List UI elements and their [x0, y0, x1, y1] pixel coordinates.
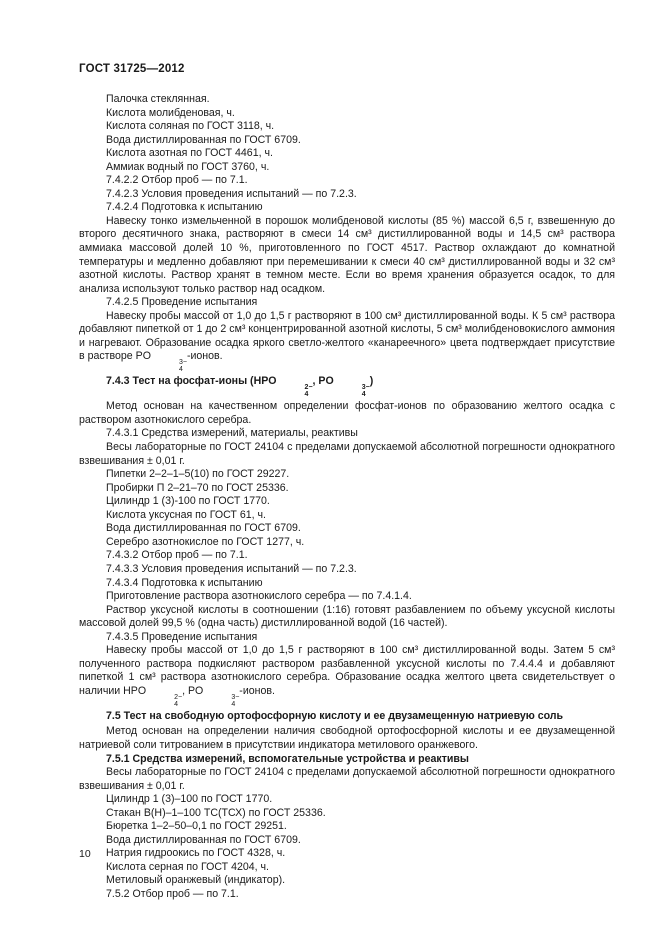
list-item: Вода дистиллированная по ГОСТ 6709. — [106, 133, 301, 146]
clause-heading: 7.4.3.2 Отбор проб — по 7.1. — [106, 549, 248, 562]
document-body — [79, 93, 615, 902]
section-heading: 7.5.1 Средства измерений, вспомогательные устройства и реактивы — [106, 752, 469, 765]
paragraph: Раствор уксусной кислоты в соотношении (1:16) готовят разбавлением по объему уксусной кислоты массовой долей 99,5 % (одна часть) дистиллированной водой (16 частей). — [79, 603, 615, 630]
list-item: Вода дистиллированная по ГОСТ 6709. — [106, 522, 301, 535]
list-item: Натрия гидроокись по ГОСТ 4328, ч. — [106, 847, 286, 860]
list-item: Кислота азотная по ГОСТ 4461, ч. — [106, 147, 273, 160]
paragraph: Навеску пробы массой от 1,0 до 1,5 г растворяют в 100 см³ дистиллированной воды. К 5 см³ раствора добавляют пипеткой от 1 до 2 см³ концентрированной азотной кислоты, 5 см³ молибденовокислого аммония и нагревают. Образование осадка яркого светло-желтого «канареечного» цвета подтверждает присутствие в растворе PO 3− 4 -ионов. — [79, 309, 615, 374]
page-number: 10 — [79, 848, 91, 860]
clause-heading: 7.5.2 Отбор проб — по 7.1. — [106, 887, 239, 900]
section-heading: 7.4.3 Тест на фосфат-ионы (HPO 2− 4 , PO 3− 4 ) — [106, 375, 374, 399]
list-item: Вода дистиллированная по ГОСТ 6709. — [106, 833, 301, 846]
list-item: Стакан В(Н)–1–100 ТС(ТСХ) по ГОСТ 25336. — [106, 806, 326, 819]
list-item: Кислота уксусная по ГОСТ 61, ч. — [106, 508, 266, 521]
document-header: ГОСТ 31725—2012 — [79, 63, 185, 75]
clause-heading: 7.4.3.5 Проведение испытания — [106, 630, 258, 643]
list-item: Кислота серная по ГОСТ 4204, ч. — [106, 860, 269, 873]
list-item: Пробирки П 2–21–70 по ГОСТ 25336. — [106, 481, 289, 494]
phosphate-ion-formula: HPO 2− 4 , PO 3− 4 — [123, 684, 240, 708]
list-item: Палочка стеклянная. — [106, 93, 210, 105]
list-item: Цилиндр 1 (3)–100 по ГОСТ 1770. — [106, 793, 273, 806]
list-item: Метиловый оранжевый (индикатор). — [106, 874, 286, 887]
phosphate-ion-formula: PO 3− 4 — [135, 350, 187, 374]
list-item: Аммиак водный по ГОСТ 3760, ч. — [106, 160, 270, 173]
clause-heading: 7.4.3.1 Средства измерений, материалы, реактивы — [106, 427, 358, 440]
paragraph: Весы лабораторные по ГОСТ 24104 с пределами допускаемой абсолютной погрешности однократного взвешивания ± 0,01 г. — [79, 766, 615, 792]
clause-heading: 7.4.3.3 Условия проведения испытаний — по 7.2.3. — [106, 562, 357, 575]
list-item: Цилиндр 1 (3)-100 по ГОСТ 1770. — [106, 495, 270, 508]
list-item: Кислота молибденовая, ч. — [106, 106, 235, 119]
paragraph: Весы лабораторные по ГОСТ 24104 с пределами допускаемой абсолютной погрешности однократного взвешивания ± 0,01 г. — [79, 441, 615, 467]
paragraph: Метод основан на определении наличия свободной ортофосфорной кислоты и ее двузамещенной натриевой соли титрованием в присутствии индикатора метилового оранжевого. — [79, 725, 615, 751]
list-item: Серебро азотнокислое по ГОСТ 1277, ч. — [106, 535, 305, 548]
list-item: Бюретка 1–2–50–0,1 по ГОСТ 29251. — [106, 820, 287, 833]
clause-heading: 7.4.2.2 Отбор проб — по 7.1. — [106, 174, 248, 187]
paragraph: Навеску пробы массой от 1,0 до 1,5 г растворяют в 100 см³ дистиллированной воды. Затем 5 см³ полученного раствора подкисляют раствором разбавленной уксусной кислоты по 7.4.4.4 и добавляют пипеткой 1 см³ раствора азотнокислого серебра. Образование осадка желтого цвета свидетельствует о наличии HPO 2− 4 , PO 3− 4 -ионов. — [79, 644, 615, 708]
clause-heading: 7.4.2.5 Проведение испытания — [106, 296, 258, 309]
list-item: Приготовление раствора азотнокислого серебра — по 7.4.1.4. — [106, 590, 412, 603]
paragraph: Метод основан на качественном определении фосфат-ионов по образованию желтого осадка с раствором азотнокислого серебра. — [79, 400, 615, 426]
clause-heading: 7.4.2.4 Подготовка к испытанию — [106, 201, 263, 214]
section-heading: 7.5 Тест на свободную ортофосфорную кислоту и ее двузамещенную натриевую соль — [106, 709, 564, 722]
list-item: Кислота соляная по ГОСТ 3118, ч. — [106, 120, 275, 133]
list-item: Пипетки 2–2–1–5(10) по ГОСТ 29227. — [106, 468, 290, 481]
paragraph: Навеску тонко измельченной в порошок молибденовой кислоты (85 %) массой 6,5 г, взвешенную до второго десятичного знака, растворяют в смеси 14 см³ дистиллированной воды и 14,5 см³ раствора аммиака массовой долей 10 %, приготовленного по ГОСТ 4517. Раствор охлаждают до комнатной температуры и медленно добавляют при перемешивании к смеси 40 см³ дистиллированной воды и 32 см³ азотной кислоты. Раствор хранят в темном месте. Если во время хранения образуется осадок, то для анализа используют только раствор над осадком. — [79, 214, 615, 295]
clause-heading: 7.4.2.3 Условия проведения испытаний — по 7.2.3. — [106, 187, 357, 200]
clause-heading: 7.4.3.4 Подготовка к испытанию — [106, 576, 263, 589]
